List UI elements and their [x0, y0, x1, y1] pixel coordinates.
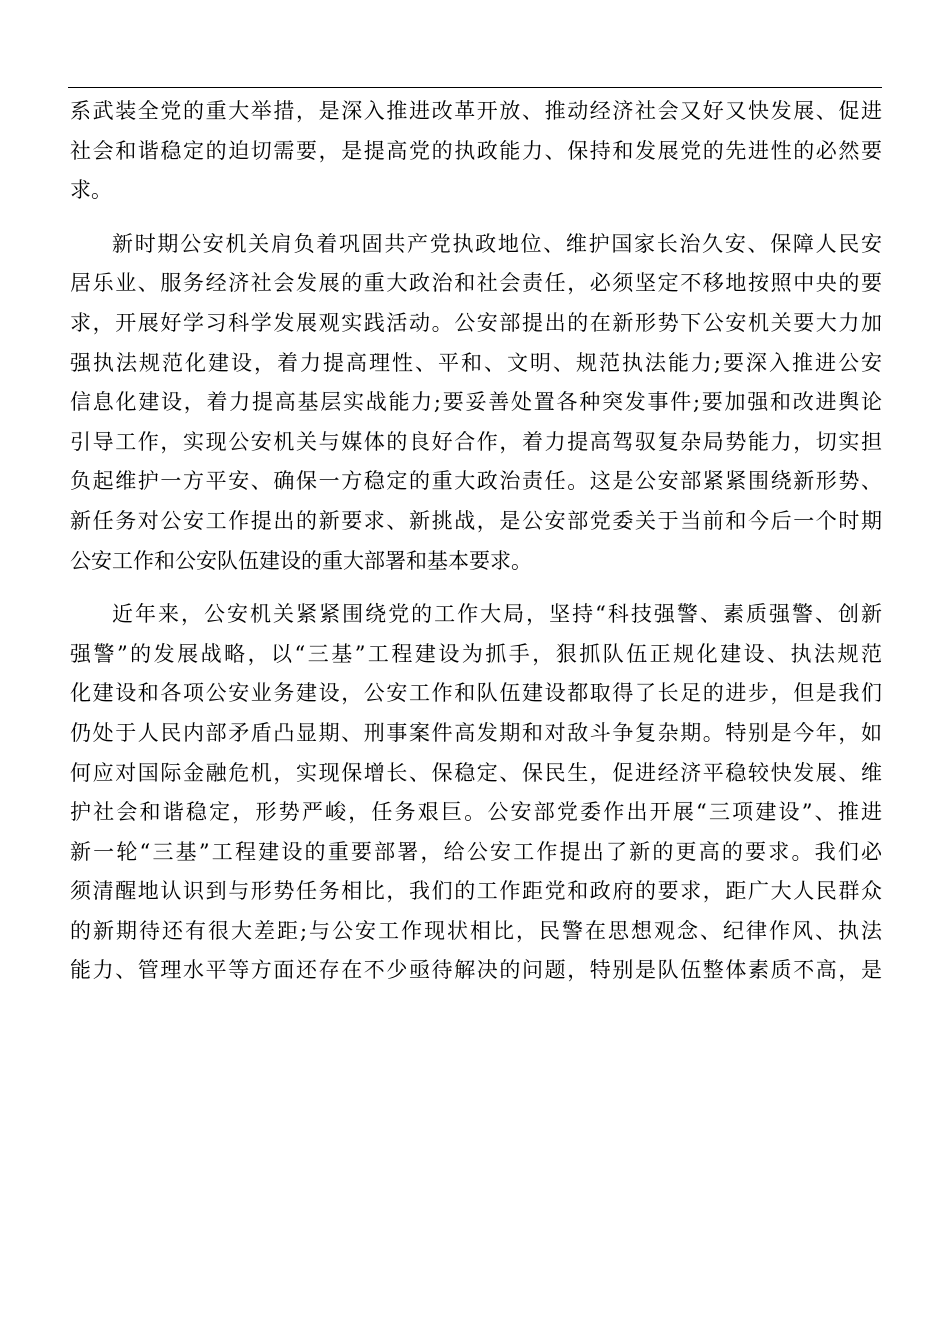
text-line: 求。: [70, 178, 112, 203]
paragraph-3: [70, 595, 882, 991]
text-line: 近年来，公安机关紧紧围绕党的工作大局，坚持“科技强警、素质强警、创新: [112, 602, 882, 627]
text-line: 新任务对公安工作提出的新要求、新挑战，是公安部党委关于当前和今后一个时期: [70, 508, 882, 533]
text-line: 能力、管理水平等方面还存在不少亟待解决的问题，特别是队伍整体素质不高，是: [70, 958, 882, 983]
text-line: 求，开展好学习科学发展观实践活动。公安部提出的在新形势下公安机关要大力加: [70, 310, 882, 335]
text-line: 护社会和谐稳定，形势严峻，任务艰巨。公安部党委作出开展“三项建设”、推进: [70, 800, 882, 825]
text-line: 仍处于人民内部矛盾凸显期、刑事案件高发期和对敌斗争复杂期。特别是今年，如: [70, 720, 882, 745]
header-rule: [68, 87, 882, 88]
text-line: 居乐业、服务经济社会发展的重大政治和社会责任，必须坚定不移地按照中央的要: [70, 271, 882, 296]
text-line: 系武装全党的重大举措，是深入推进改革开放、推动经济社会又好又快发展、促进: [70, 99, 882, 123]
text-line: 公安工作和公安队伍建设的重大部署和基本要求。: [70, 548, 532, 573]
text-line: 新一轮“三基”工程建设的重要部署，给公安工作提出了新的更高的要求。我们必: [70, 839, 882, 864]
text-line: 何应对国际金融危机，实现保增长、保稳定、保民生，促进经济平稳较快发展、维: [70, 760, 882, 785]
text-line: 负起维护一方平安、确保一方稳定的重大政治责任。这是公安部紧紧围绕新形势、: [70, 469, 882, 494]
paragraph-2: [70, 225, 882, 581]
document-body: [70, 92, 882, 991]
text-line: 强执法规范化建设，着力提高理性、平和、文明、规范执法能力;要深入推进公安: [70, 350, 882, 375]
text-line: 化建设和各项公安业务建设，公安工作和队伍建设都取得了长足的进步，但是我们: [70, 681, 882, 706]
text-line: 强警”的发展战略，以“三基”工程建设为抓手，狠抓队伍正规化建设、执法规范: [70, 641, 882, 666]
text-line: 新时期公安机关肩负着巩固共产党执政地位、维护国家长治久安、保障人民安: [112, 231, 882, 256]
paragraph-spacing: [70, 211, 882, 225]
text-line: 的新期待还有很大差距;与公安工作现状相比，民警在思想观念、纪律作风、执法: [70, 918, 882, 943]
text-line: 信息化建设，着力提高基层实战能力;要妥善处置各种突发事件;要加强和改进舆论: [70, 390, 882, 415]
paragraph-spacing: [70, 581, 882, 595]
paragraph-1: [70, 92, 882, 211]
text-line: 须清醒地认识到与形势任务相比，我们的工作距党和政府的要求，距广大人民群众: [70, 879, 882, 904]
text-line: 社会和谐稳定的迫切需要，是提高党的执政能力、保持和发展党的先进性的必然要: [70, 138, 882, 163]
text-line: 引导工作，实现公安机关与媒体的良好合作，着力提高驾驭复杂局势能力，切实担: [70, 429, 882, 454]
